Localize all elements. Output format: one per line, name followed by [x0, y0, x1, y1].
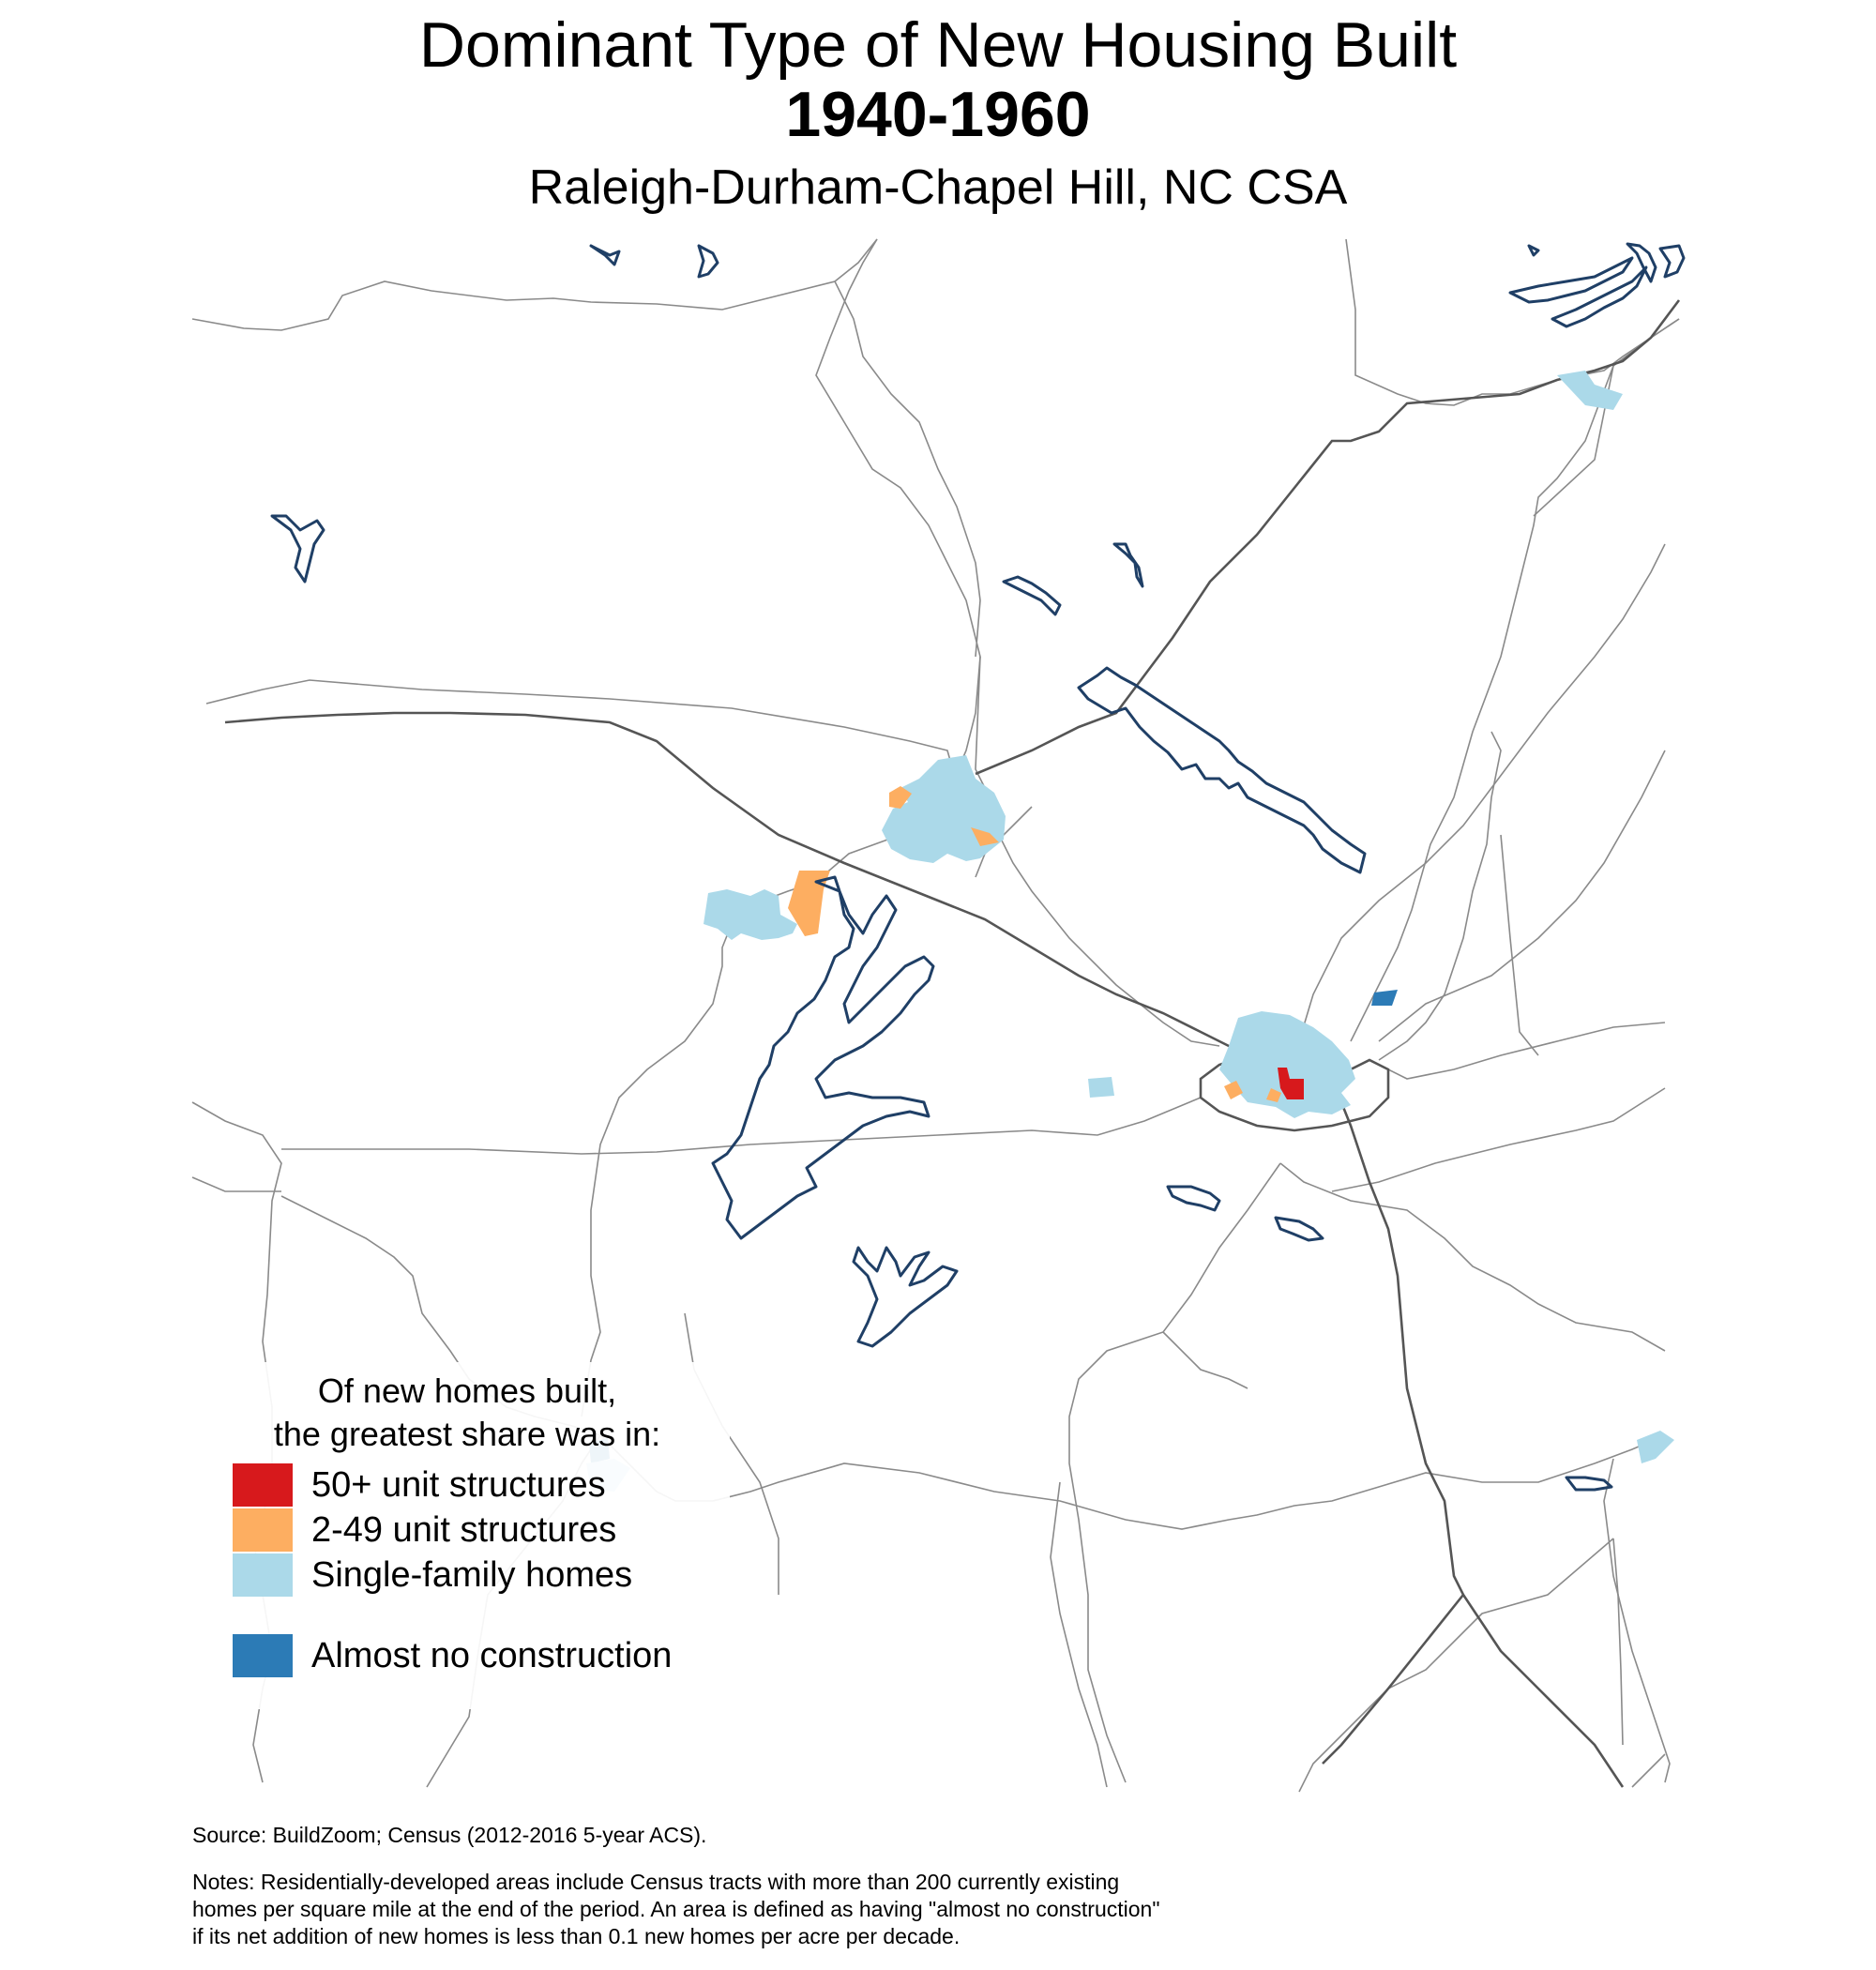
road [1379, 732, 1501, 1060]
road [281, 1098, 1201, 1154]
tract-single-family-selma [1637, 1431, 1674, 1463]
legend-title [223, 1370, 711, 1456]
lake [1529, 246, 1538, 255]
lake [1566, 1478, 1611, 1490]
road [1051, 1482, 1107, 1787]
legend [223, 1362, 730, 1709]
notes-line: if its net addition of new homes is less than 0.1 new homes per acre per decade. [192, 1924, 961, 1948]
tract-single-family-chapel [704, 889, 797, 940]
road [1379, 750, 1665, 1041]
lake [1079, 668, 1365, 872]
tract-single-family-raleigh [1219, 1011, 1355, 1118]
road [1369, 1023, 1665, 1079]
road [1280, 1163, 1665, 1351]
notes [192, 1869, 1160, 1950]
legend-title-line2: the greatest share was in: [273, 1415, 661, 1453]
lake [591, 246, 619, 265]
road [1501, 835, 1538, 1055]
lake [1114, 544, 1142, 586]
tract-single-family-wake-forest [1557, 371, 1623, 410]
lake [1168, 1187, 1219, 1210]
road [1351, 319, 1679, 1041]
road [192, 239, 877, 330]
source-note: Source: BuildZoom; Census (2012-2016 5-year ACS). [192, 1823, 707, 1847]
lake [1004, 577, 1060, 614]
road [1604, 1459, 1670, 1782]
housing-tracts [586, 371, 1674, 1492]
road [1299, 544, 1665, 1041]
map-title: Dominant Type of New Housing Built [418, 9, 1458, 81]
notes-line: Notes: Residentially-developed areas include Census tracts with more than 200 currently existing [192, 1870, 1120, 1894]
map-period: 1940-1960 [785, 79, 1091, 150]
tract-single-family-cary [1088, 1077, 1114, 1098]
water-bodies [272, 244, 1684, 1490]
legend-label-2-49: 2-49 unit structures [311, 1510, 617, 1550]
road [206, 680, 957, 783]
legend-swatch-2-49 [233, 1508, 293, 1552]
road [1069, 1163, 1280, 1782]
lake [1510, 258, 1632, 302]
road [1632, 1754, 1665, 1787]
road [1299, 1538, 1613, 1792]
road [1163, 1332, 1248, 1388]
road [192, 1177, 281, 1191]
highway [1332, 1079, 1623, 1787]
highway [1323, 1595, 1463, 1764]
legend-swatch-no-construction [233, 1634, 293, 1677]
legend-swatch-single-family [233, 1553, 293, 1597]
lake [1276, 1218, 1323, 1240]
legend-swatch-50plus [233, 1463, 293, 1507]
road [976, 657, 985, 788]
lake [272, 516, 324, 582]
legend-title-line1: Of new homes built, [317, 1371, 617, 1410]
road [985, 807, 1219, 1046]
lake [854, 1248, 957, 1346]
legend-label-single-family: Single-family homes [311, 1555, 633, 1595]
legend-label-50plus: 50+ unit structures [311, 1465, 606, 1505]
road [1613, 1538, 1623, 1745]
road [816, 239, 980, 783]
highway [976, 300, 1679, 774]
lake [1660, 246, 1684, 277]
lake [699, 246, 718, 277]
tract-single-family-durham [882, 755, 1006, 863]
legend-label-no-construction: Almost no construction [311, 1636, 673, 1675]
map-region: Raleigh-Durham-Chapel Hill, NC CSA [528, 160, 1348, 215]
notes-line: homes per square mile at the end of the period. An area is defined as having "almost no construction" [192, 1897, 1160, 1921]
road [835, 281, 980, 657]
